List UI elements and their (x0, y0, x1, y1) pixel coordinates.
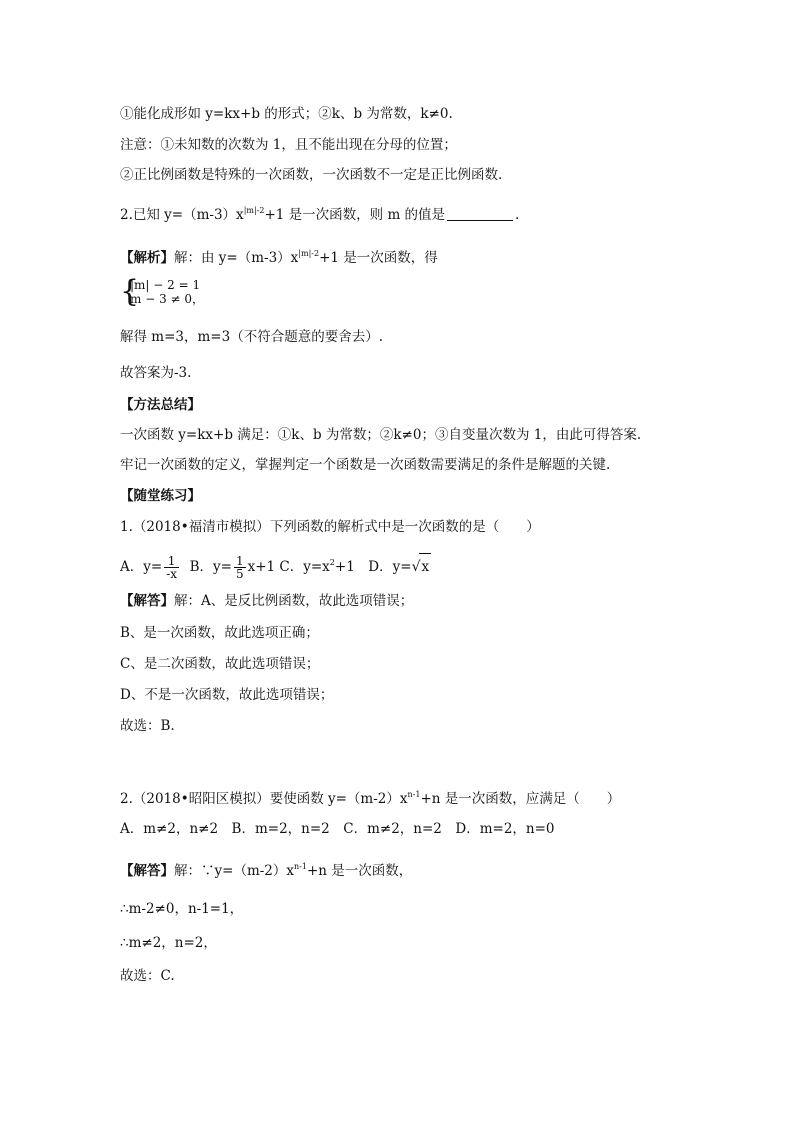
practice-2-exponent: n-1 (407, 790, 421, 799)
method-line-1: 一次函数 y=kx+b 满足：①k、b 为常数；②k≠0；③自变量次数为 1，由此可得答案. (120, 427, 642, 443)
practice-2-solution-2: ∴m-2≠0，n-1=1， (120, 901, 244, 917)
option-a-pre: A．y= (120, 559, 163, 575)
practice-2-solution-4: 故选：C. (120, 968, 175, 984)
option-a-numerator: 1 (164, 555, 179, 568)
intro-line-1: ①能化成形如 y=kx+b 的形式；②k、b 为常数，k≠0. (120, 106, 453, 122)
practice-2-solution-1 (120, 857, 412, 881)
question-2-exponent: |m|-2 (243, 206, 265, 215)
practice-2-options: A．m≠2，n≠2 B．m=2，n=2 C．m≠2，n=2 D．m=2，n=0 (120, 821, 555, 837)
option-b-fraction (234, 555, 246, 580)
intro-line-3: ②正比例函数是特殊的一次函数，一次函数不一定是正比例函数. (120, 167, 503, 183)
practice-1-options (120, 550, 431, 580)
equation-row-2-text: m − 3 ≠ 0 (130, 292, 193, 306)
practice-1-solution-3: C、是二次函数，故此选项错误； (120, 656, 320, 672)
intro-line-2: 注意：①未知数的次数为 1，且不能出现在分母的位置； (120, 137, 457, 153)
equation-system (120, 274, 205, 309)
option-b-numerator: 1 (235, 554, 244, 568)
equation-row-2-end: ， (192, 292, 205, 306)
option-c-post: +1 D．y= (334, 559, 412, 575)
question-2 (120, 201, 519, 225)
sqrt-icon: √ (411, 559, 421, 575)
option-b-denominator: 5 (235, 567, 244, 581)
practice-1-stem: 1.（2018•福清市模拟）下列函数的解析式中是一次函数的是（ ） (120, 519, 540, 535)
equation-row-1: |m| − 2 = 1 (130, 278, 201, 292)
practice-title: 【随堂练习】 (120, 488, 201, 504)
practice-2-stem-pre: 2.（2018•昭阳区模拟）要使函数 y=（m-2）x (120, 791, 408, 807)
option-b-pre: B．y= (189, 559, 232, 575)
practice-1-solution-text: 解：A、是反比例函数，故此选项错误； (174, 593, 414, 609)
practice-2-stem (120, 785, 620, 809)
practice-2-solution-exponent: n-1 (294, 862, 307, 871)
answer-blank (447, 206, 513, 221)
practice-2-solution-post: +n 是一次函数， (306, 863, 413, 879)
analysis-exponent: |m|-2 (298, 249, 320, 258)
practice-1-solution-4: D、不是一次函数，故此选项错误； (120, 687, 334, 703)
practice-2-solution-tag: 【解答】 (120, 863, 174, 879)
analysis-line (120, 244, 438, 268)
option-a-fraction (164, 555, 179, 580)
analysis-pre: 解：由 y=（m-3）x (174, 250, 299, 266)
question-2-end: . (515, 207, 520, 223)
option-b-post: x+1 C．y=x (247, 559, 330, 575)
option-a-denominator: -x (166, 567, 178, 581)
practice-1-solution-5: 故选：B. (120, 718, 175, 734)
option-c-exponent: 2 (329, 558, 335, 567)
question-2-post: +1 是一次函数，则 m 的值是 (264, 207, 446, 223)
equation-row-2 (130, 292, 204, 306)
option-d-radicand: x (419, 553, 431, 580)
answer-line: 故答案为-3. (120, 365, 192, 381)
method-line-2: 牢记一次函数的定义，掌握判定一个函数是一次函数需要满足的条件是解题的关键. (120, 457, 611, 473)
practice-1-solution-1 (120, 591, 413, 611)
practice-1-solution-tag: 【解答】 (120, 593, 174, 609)
brace-symbol: { (120, 274, 140, 309)
question-2-pre: 2.已知 y=（m-3）x (120, 207, 244, 223)
method-title: 【方法总结】 (120, 397, 201, 413)
practice-2-solution-3: ∴m≠2，n=2， (120, 935, 217, 951)
practice-2-stem-post: +n 是一次函数，应满足（ ） (420, 791, 621, 807)
analysis-tag: 【解析】 (120, 250, 174, 266)
practice-2-solution-pre: 解：∵y=（m-2）x (174, 863, 295, 879)
solve-line: 解得 m=3，m=3（不符合题意的要舍去）. (120, 329, 383, 345)
practice-1-solution-2: B、是一次函数，故此选项正确； (120, 625, 319, 641)
analysis-post: +1 是一次函数，得 (319, 250, 438, 266)
